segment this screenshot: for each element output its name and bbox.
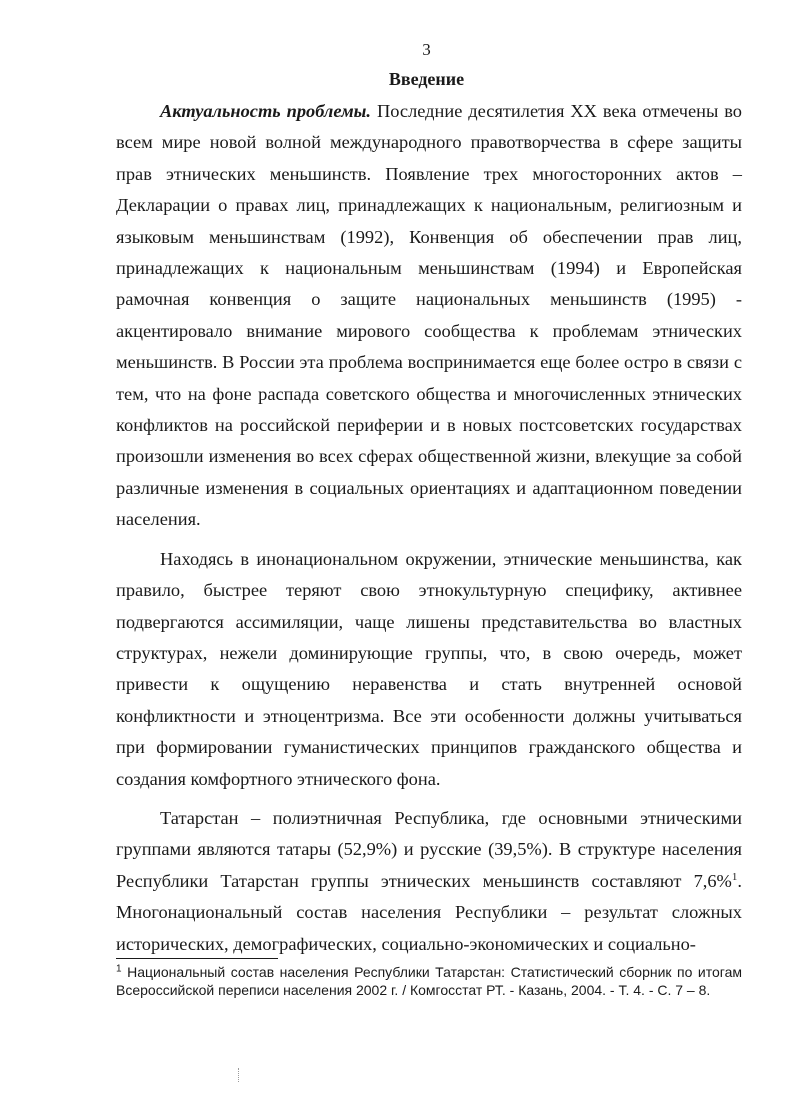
footnote-text: Национальный состав населения Республики Татарстан: Статистический сборник по итогам Всероссийской переписи населения 2002 г. / Комгосстат РТ. - Казань, 2004. - Т. 4. - С. 7 – 8. xyxy=(116,964,742,998)
scan-artifact xyxy=(238,1068,241,1082)
footnote xyxy=(116,964,742,999)
footnote-divider xyxy=(116,958,278,959)
section-heading: Введение xyxy=(388,69,465,89)
footnote-reference[interactable]: 1 xyxy=(731,870,738,883)
paragraph-text: Татарстан – полиэтничная Республика, где основными этническими группами являются татары (52,9%) и русские (39,5%). В структуре населения Республики Татарстан группы этнических меньшинств составляют 7,6% xyxy=(116,807,742,891)
body-text xyxy=(116,96,742,960)
paragraph-relevance xyxy=(116,96,742,536)
paragraph-text: Последние десятилетия XX века отмечены во всем мире новой волной международного правотворчества в сфере защиты прав этнических меньшинств. Появление трех многосторонних актов – Декларации о правах лиц, принадлежащих к национальным, религиозным и языковым меньшинствам (1992), Конвенция об обеспечении прав лиц, принадлежащих к национальным меньшинствам (1994) и Европейская рамочная конвенция о защите национальных меньшинств (1995) - акцентировало внимание мирового сообщества к проблемам этнических меньшинств. В России эта проблема воспринимается еще более остро в связи с тем, что на фоне распада советского общества и многочисленных этнических конфликтов на российской периферии и в новых постсоветских государствах произошли изменения во всех сферах общественной жизни, влекущие за собой различные изменения в социальных ориентациях и адаптационном поведении населения. xyxy=(116,101,742,530)
footnote-marker: 1 xyxy=(116,963,122,975)
paragraph-lead: Актуальность проблемы. xyxy=(160,101,372,121)
paragraph-text: Находясь в инонациональном окружении, этнические меньшинства, как правило, быстрее теряют свою этнокультурную специфику, активнее подвергаются ассимиляции, чаще лишены представительства во властных структурах, нежели доминирующие группы, что, в свою очередь, может привести к ощущению неравенства и стать внутренней основой конфликтности и этноцентризма. Все эти особенности должны учитываться при формировании гуманистических принципов гражданского общества и создания комфортного этнического фона. xyxy=(116,548,742,789)
page-number: 3 xyxy=(422,40,431,59)
paragraph-text: . Многонациональный состав населения Республики – результат сложных исторических, демографических, социально-экономических и социально- xyxy=(116,870,742,954)
paragraph-tatarstan xyxy=(116,803,742,960)
paragraph-minorities xyxy=(116,544,742,795)
